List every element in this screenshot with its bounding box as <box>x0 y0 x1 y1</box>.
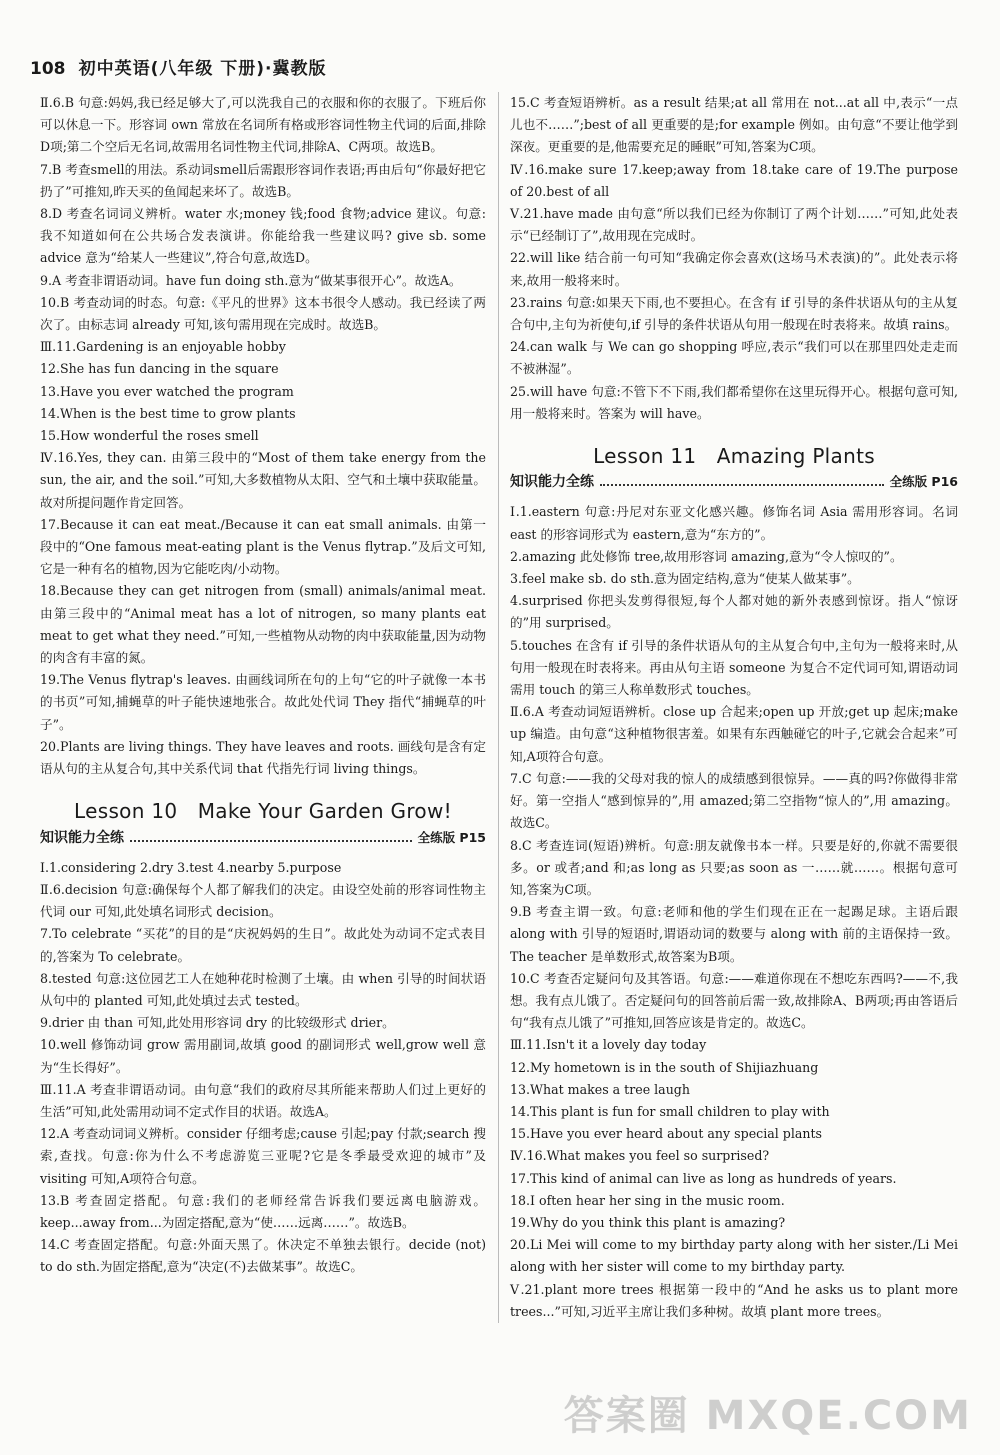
answer-item: 5.touches 在含有 if 引导的条件状语从句的主从复合句中,主句为一般将来时,从句用一般现在时表将来。再由从句主语 someone 为复合不定代词可知,谓语动词需用 touch 的第三人称单数形式 touches。 <box>510 637 958 698</box>
answer-item: 23.rains 句意:如果天下雨,也不要担心。在含有 if 引导的条件状语从句的主从复合句中,主句为祈使句,if 引导的条件状语从句用一般现在时表将来。故填 rains。 <box>510 294 958 333</box>
answer-item: 20.Li Mei will come to my birthday party along with her sister./Li Mei along with her sister will come to my birthday party. <box>510 1237 958 1275</box>
answer-item: 15.C 考查短语辨析。as a result 结果;at all 常用在 not...at all 中,表示“一点儿也不……”;best of all 更重要的是;for example 例如。由句意“不要让他学到深夜。更重要的是,他需要充足的睡眠”可知,答案为C项。 <box>510 95 958 155</box>
answer-item: 22.will like 结合前一句可知“我确定你会喜欢(这场马术表演)的”。此处表示将来,故用一般将来时。 <box>510 250 958 288</box>
answer-item: 8.tested 句意:这位园艺工人在她种花时检测了土壤。由 when 引导的时间状语从句中的 planted 可知,此处填过去式 tested。 <box>40 970 486 1008</box>
answer-item: Ⅲ.11.Gardening is an enjoyable hobby <box>40 339 286 355</box>
answer-item: Ⅱ.6.B 句意:妈妈,我已经足够大了,可以洗我自己的衣服和你的衣服了。下班后你可以休息一下。形容词 own 常放在名词所有格或形容词性物主代词的后面,排除D项;第二个空后无名词,故需用名词性物主代词,排除A、C两项。故选B。 <box>40 95 486 155</box>
answer-item: 12.My hometown is in the south of Shijiazhuang <box>510 1059 819 1075</box>
answer-item: 9.drier 由 than 可知,此处用形容词 dry 的比较级形式 drier。 <box>40 1015 395 1031</box>
answer-item: 14.This plant is fun for small children to play with <box>510 1103 830 1119</box>
answer-item: 10.well 修饰动词 grow 需用副词,故填 good 的副词形式 well,grow well 意为“生长得好”。 <box>40 1037 486 1075</box>
answer-item: Ⅳ.16.Yes, they can. 由第三段中的“Most of them take energy from the sun, the air, and the soil.”可知,大多数植物从太阳、空气和土壤中获取能量。故对所提问题作肯定回答。 <box>40 450 486 510</box>
answer-item: 8.D 考查名词词义辨析。water 水;money 钱;food 食物;advice 建议。句意:我不知道如何在公共场合发表演讲。你能给我一些建议吗? give sb. some advice 意为“给某人一些建议”,符合句意,故选D。 <box>40 206 486 266</box>
page-header <box>30 54 327 86</box>
answer-item: 12.She has fun dancing in the square <box>40 361 279 377</box>
section-ref: 全练版 P16 <box>889 474 958 490</box>
answer-item: Ⅴ.21.plant more trees 根据第一段中的“And he asks us to plant more trees...”可知,习近平主席让我们多种树。故填 plant more trees。 <box>510 1281 958 1319</box>
answer-item: 9.B 考查主谓一致。句意:老师和他的学生们现在正在一起踢足球。主语后跟 along with 引导的短语时,谓语动词的数要与 along with 前的主语保持一致。The teacher 是单数形式,故答案为B项。 <box>510 904 958 964</box>
answer-item: 19.Why do you think this plant is amazing? <box>510 1214 786 1230</box>
dotted-leader <box>600 484 884 486</box>
answer-item: 14.When is the best time to grow plants <box>40 405 296 421</box>
answer-item: 13.B 考查固定搭配。句意:我们的老师经常告诉我们要远离电脑游戏。keep...away from...为固定搭配,意为“使……远离……”。故选B。 <box>40 1192 486 1230</box>
answer-item: 24.can walk 与 We can go shopping 呼应,表示“我们可以在那里四处走走而不被淋湿”。 <box>510 339 958 377</box>
answer-item: Ⅲ.11.A 考查非谓语动词。由句意“我们的政府尽其所能来帮助人们过上更好的生活”可知,此处需用动词不定式作目的状语。故选A。 <box>40 1081 486 1119</box>
lesson-10-title: Lesson 10 Make Your Garden Grow! <box>74 799 452 824</box>
lesson-11-section-bar <box>510 471 958 493</box>
answer-item: Ⅲ.11.Isn't it a lovely day today <box>510 1037 707 1053</box>
answer-item: Ⅱ.6.decision 句意:确保每个人都了解我们的决定。由设空处前的形容词性物主代词 our 可知,此处填名词形式 decision。 <box>40 881 486 920</box>
lesson-11-title: Lesson 11 Amazing Plants <box>593 444 875 469</box>
section-title: 知识能力全练 <box>40 829 124 846</box>
answer-item: Ⅰ.1.eastern 句意:丹尼对东亚文化感兴趣。修饰名词 Asia 需用形容词。名词 east 的形容词形式为 eastern,意为“东方的”。 <box>510 504 958 542</box>
answer-item: Ⅳ.16.What makes you feel so surprised? <box>510 1148 770 1164</box>
watermark-logo: 答案圈 MXQE.COM <box>563 1393 972 1439</box>
answer-item: 19.The Venus flytrap's leaves. 由画线词所在句的上句“它的叶子就像一本书的书页”可知,捕蝇草的叶子能快速地张合。故此处代词 They 指代“捕蝇草的叶子”。 <box>40 672 486 732</box>
answer-item: 15.How wonderful the roses smell <box>40 428 259 444</box>
answer-item: 7.B 考查smell的用法。系动词smell后需跟形容词作表语;再由后句“你最好把它扔了”可推知,昨天买的鱼闻起来坏了。故选B。 <box>40 161 486 199</box>
answer-item: 10.C 考查否定疑问句及其答语。句意:——难道你现在不想吃东西吗?——不,我想。我有点儿饿了。否定疑问句的回答前后需一致,故排除A、B两项;再由答语后句“我有点儿饿了”可推知,回答应该是肯定的。故选C。 <box>510 970 958 1031</box>
answer-item: 13.What makes a tree laugh <box>510 1081 690 1097</box>
section-ref: 全练版 P15 <box>417 829 486 845</box>
answer-item: 18.I often hear her sing in the music room. <box>510 1192 785 1208</box>
answer-item: 18.Because they can get nitrogen from (small) animals/animal meat. 由第三段中的“Animal meat has a lot of nitrogen, so many plants eat meat to get what they need.”可知,一些植物从动物的肉中获取能量,因为动物的肉含有丰富的氮。 <box>40 583 486 666</box>
answer-item: 7.C 句意:——我的父母对我的惊人的成绩感到很惊异。——真的吗?你做得非常好。第一空指人“感到惊异的”,用 amazed;第二空指物“惊人的”,用 amazing。故选C。 <box>510 770 958 831</box>
answer-item: 12.A 考查动词词义辨析。consider 仔细考虑;cause 引起;pay 付款;search 搜索,查找。句意:你为什么不考虑游览三亚呢?它是冬季最受欢迎的城市”及 visiting 可知,A项符合句意。 <box>40 1126 486 1186</box>
answer-item: 10.B 考查动词的时态。句意:《平凡的世界》这本书很令人感动。我已经读了两次了。由标志词 already 可知,该句需用现在完成时。故选B。 <box>40 294 486 333</box>
answer-item: 20.Plants are living things. They have leaves and roots. 画线句是含有定语从句的主从复合句,其中关系代词 that 代指先行词 living things。 <box>40 738 486 777</box>
answer-item: 9.A 考查非谓语动词。have fun doing sth.意为“做某事很开心”。故选A。 <box>40 272 462 288</box>
answer-item: Ⅴ.21.have made 由句意“所以我们已经为你制订了两个计划……”可知,此处表示“已经制订了”,故用现在完成时。 <box>510 206 958 244</box>
answer-item: 4.surprised 你把头发剪得很短,每个人都对她的新外表感到惊讶。指人“惊讶的”用 surprised。 <box>510 593 958 631</box>
answer-item: 7.To celebrate “买花”的目的是“庆祝妈妈的生日”。故此处为动词不定式表目的,答案为 To celebrate。 <box>40 926 486 964</box>
page-number: 108 <box>30 59 66 79</box>
lesson-10-section-bar <box>40 827 486 849</box>
answer-item: 3.feel make sb. do sth.意为固定结构,意为“使某人做某事”。 <box>510 571 860 587</box>
answer-item: 8.C 考查连词(短语)辨析。句意:朋友就像书本一样。只要是好的,你就不需要很多。or 或者;and 和;as long as 只要;as soon as 一……就……。根据句意可知,答案为C项。 <box>510 837 958 897</box>
section-title: 知识能力全练 <box>510 474 594 491</box>
book-title: 初中英语(八年级 下册)·冀教版 <box>78 59 327 79</box>
answer-item: Ⅳ.16.make sure 17.keep;away from 18.take care of 19.The purpose of 20.best of all <box>510 161 958 199</box>
answer-item: 14.C 考查固定搭配。句意:外面天黑了。休决定不单独去银行。decide (not) to do sth.为固定搭配,意为“决定(不)去做某事”。故选C。 <box>40 1237 486 1275</box>
right-column <box>510 92 958 1323</box>
answer-item: Ⅰ.1.considering 2.dry 3.test 4.nearby 5.purpose <box>40 859 342 875</box>
answer-item: Ⅱ.6.A 考查动词短语辨析。close up 合起来;open up 开放;get up 起床;make up 编造。由句意“这种植物很害羞。如果有东西触碰它的叶子,它就会合起来”可知,A项符合句意。 <box>510 704 958 764</box>
answer-item: 15.Have you ever heard about any special plants <box>510 1126 822 1142</box>
answer-item: 13.Have you ever watched the program <box>40 383 294 399</box>
answer-item: 2.amazing 此处修饰 tree,故用形容词 amazing,意为“令人惊叹的”。 <box>510 548 903 564</box>
answer-item: 17.Because it can eat meat./Because it can eat small animals. 由第一段中的“One famous meat-eating plant is the Venus flytrap.”及后文可知,它是一种有名的植物,因为它能吃肉/小动物。 <box>40 516 486 577</box>
left-column <box>40 92 486 1279</box>
answer-item: 25.will have 句意:不管下不下雨,我们都希望你在这里玩得开心。根据句意可知,用一般将来时。答案为 will have。 <box>510 383 958 421</box>
answer-item: 17.This kind of animal can live as long as hundreds of years. <box>510 1170 897 1186</box>
dotted-leader <box>130 840 412 842</box>
column-divider <box>498 92 499 1323</box>
